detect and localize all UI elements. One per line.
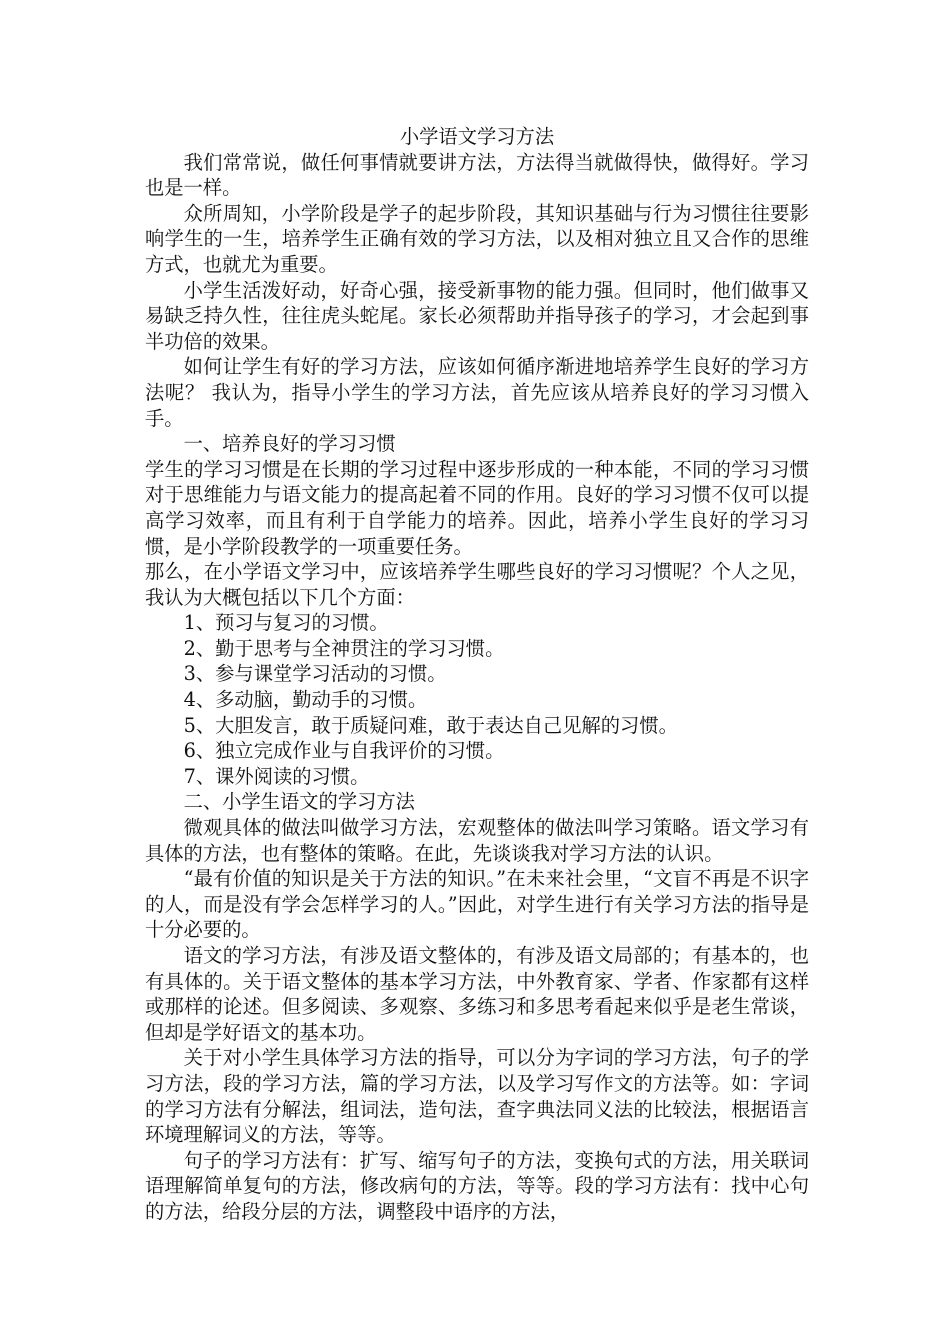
- list-item: 1、预习与复习的习惯。: [183, 611, 389, 635]
- section-heading-1: 一、培养良好的学习习惯: [183, 432, 396, 456]
- paragraph: 小学生活泼好动，好奇心强，接受新事物的能力强。但同时，他们做事又易缺乏持久性，往往虎头蛇尾。家长必须帮助并指导孩子的学习，才会起到事半功倍的效果。: [145, 278, 809, 353]
- paragraph: 如何让学生有好的学习方法，应该如何循序渐进地培养学生良好的学习方法呢？ 我认为，指导小学生的学习方法，首先应该从培养良好的学习习惯入手。: [145, 355, 809, 430]
- paragraph-intro: 我们常常说，做任何事情就要讲方法，方法得当就做得快，做得好。学习也是一样。: [145, 150, 809, 200]
- paragraph: 微观具体的做法叫做学习方法，宏观整体的做法叫学习策略。语文学习有具体的方法，也有整体的策略。在此，先谈谈我对学习方法的认识。: [145, 816, 809, 865]
- list-item: 7、课外阅读的习惯。: [183, 764, 370, 788]
- list-item: 5、大胆发言，敢于质疑问难，敢于表达自己见解的习惯。: [183, 713, 678, 737]
- section-heading-2: 二、小学生语文的学习方法: [183, 790, 415, 814]
- list-item: 3、参与课堂学习活动的习惯。: [183, 662, 447, 686]
- paragraph: 语文的学习方法，有涉及语文整体的，有涉及语文局部的；有基本的，也有具体的。关于语文整体的基本学习方法，中外教育家、学者、作家都有这样或那样的论述。但多阅读、多观察、多练习和多思考看起来似乎是老生常谈，但却是学好语文的基本功。: [145, 944, 809, 1044]
- paragraph: 众所周知，小学阶段是学子的起步阶段，其知识基础与行为习惯往往要影响学生的一生，培养学生正确有效的学习方法，以及相对独立且又合作的思维方式，也就尤为重要。: [145, 201, 809, 276]
- paragraph: 关于对小学生具体学习方法的指导，可以分为字词的学习方法，句子的学习方法，段的学习方法，篇的学习方法，以及学习写作文的方法等。如：字词的学习方法有分解法，组词法，造句法，查字典法同义法的比较法，根据语言环境理解词义的方法，等等。: [145, 1046, 809, 1147]
- list-item: 4、多动脑，勤动手的习惯。: [183, 688, 428, 712]
- paragraph: 那么，在小学语文学习中，应该培养学生哪些良好的学习习惯呢？个人之见，我认为大概包括以下几个方面：: [145, 560, 809, 609]
- list-item: 2、勤于思考与全神贯注的学习习惯。: [183, 636, 505, 660]
- list-item: 6、独立完成作业与自我评价的习惯。: [183, 739, 505, 763]
- paragraph: 句子的学习方法有：扩写、缩写句子的方法，变换句式的方法，用关联词语理解简单复句的方法，修改病句的方法，等等。段的学习方法有：找中心句的方法，给段分层的方法，调整段中语序的方法，: [145, 1148, 809, 1223]
- paragraph: 学生的学习习惯是在长期的学习过程中逐步形成的一种本能，不同的学习习惯对于思维能力与语文能力的提高起着不同的作用。良好的学习习惯不仅可以提高学习效率，而且有利于自学能力的培养。因此，培养小学生良好的学习习惯，是小学阶段教学的一项重要任务。: [145, 457, 809, 558]
- document-title: 小学语文学习方法: [399, 125, 555, 148]
- document-page: [145, 124, 809, 1225]
- paragraph: “最有价值的知识是关于方法的知识。”在未来社会里，“文盲不再是不识字的人，而是没有学会怎样学习的人。”因此，对学生进行有关学习方法的指导是十分必要的。: [145, 867, 809, 942]
